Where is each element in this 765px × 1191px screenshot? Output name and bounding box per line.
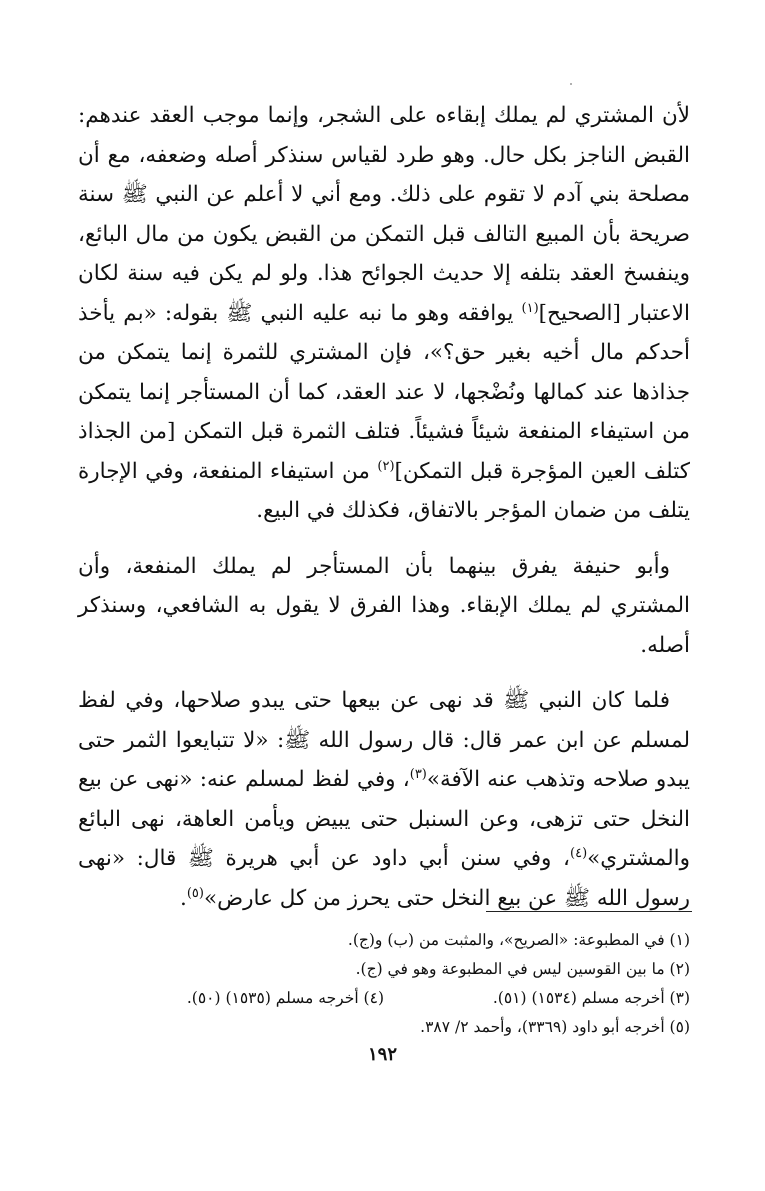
footnote-ref-4[interactable]: (٤) bbox=[570, 845, 588, 861]
page-number: ١٩٢ bbox=[367, 1044, 397, 1065]
footnote-1: (١) في المطبوعة: «الصريح»، والمثبت من (ب) و(ج). bbox=[347, 931, 690, 949]
footnote-2: (٢) ما بين القوسين ليس في المطبوعة وهو في (ج). bbox=[355, 960, 690, 978]
footnote-3: (٣) أخرجه مسلم (١٥٣٤) (٥١). bbox=[492, 989, 690, 1007]
footnote-ref-3[interactable]: (٣) bbox=[409, 766, 427, 782]
footnote-ref-2[interactable]: (٢) bbox=[377, 458, 395, 474]
footnote-ref-1[interactable]: (١) bbox=[521, 300, 539, 316]
paragraph-1: لأن المشتري لم يملك إبقاءه على الشجر، وإنما موجب العقد عندهم: القبض الناجز بكل حال. وهو طرد لقياس سنذكر أصله وضعفه، مع أن مصلحة بني آدم لا تقوم على ذلك. ومع أني لا أعلم عن النبي ﷺ سنة صريحة بأن المبيع التالف قبل التمكن من القبض يكون من مال البائع، وينفسخ العقد بتلفه إلا حديث الجوائح هذا. ولو لم يكن فيه سنة لكان الاعتبار [الصحيح]$^{(١)}$ يوافقه وهو ما نبه عليه النبي ﷺ بقوله: «بم يأخذ أحدكم مال أخيه بغير حق؟»، فإن المشتري للثمرة إنما يتمكن من جذاذها عند كمالها ونُضْجها، لا عند العقد، كما أن المستأجر إنما يتمكن من استيفاء المنفعة شيئاً فشيئاً. فتلف الثمرة قبل التمكن [من الجذاذ كتلف العين المؤجرة قبل التمكن]$^{(٢)}$ من استيفاء المنفعة، وفي الإجارة يتلف من ضمان المؤجر بالاتفاق، فكذلك في البيع. bbox=[78, 103, 691, 523]
footnote-4: (٤) أخرجه مسلم (١٥٣٥) (٥٠). bbox=[186, 989, 384, 1007]
paragraph-2: وأبو حنيفة يفرق بينهما بأن المستأجر لم يملك المنفعة، وأن المشتري لم يملك الإبقاء. وهذا الفرق لا يقول به الشافعي، وسنذكر أصله. bbox=[78, 553, 690, 658]
footnote-ref-5[interactable]: (٥) bbox=[186, 885, 204, 901]
footnotes bbox=[78, 926, 690, 1042]
page-speck bbox=[570, 83, 572, 85]
paragraph-3: فلما كان النبي ﷺ قد نهى عن بيعها حتى يبدو صلاحها، وفي لفظ لمسلم عن ابن عمر قال: قال رسول الله ﷺ: «لا تتبايعوا الثمر حتى يبدو صلاحه وتذهب عنه الآفة»$^{(٣)}$، وفي لفظ لمسلم عنه: «نهى عن بيع النخل حتى تزهى، وعن السنبل حتى يبيض ويأمن العاهة، نهى البائع والمشتري»$^{(٤)}$، وفي سنن أبي داود عن أبي هريرة ﷺ قال: «نهى رسول الله ﷺ عن بيع النخل حتى يحرز من كل عارض»$^{(٥)}$. bbox=[78, 688, 690, 911]
footnote-row-3-4 bbox=[78, 984, 690, 1013]
footnote-5: (٥) أخرجه أبو داود (٣٣٦٩)، وأحمد ٢/ ٣٨٧. bbox=[420, 1018, 690, 1036]
main-text bbox=[78, 96, 690, 918]
footnote-separator bbox=[486, 911, 692, 912]
